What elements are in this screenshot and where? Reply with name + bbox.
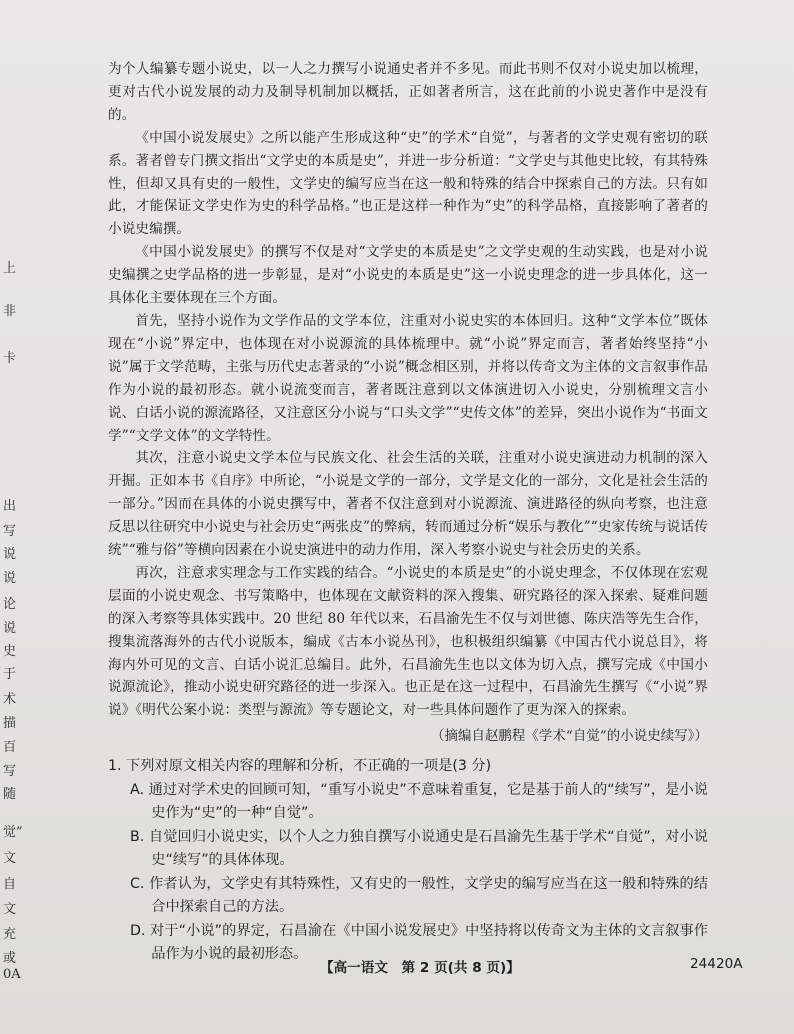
question-1 <box>108 755 708 967</box>
margin-char: 出 <box>3 499 17 514</box>
passage-paragraph-3: 《中国小说发展史》的撰写不仅是对“文学史的本质是史”之文学史观的生动实践，也是对小说史编撰之史学品格的进一步彰显，是对“小说史的本质是史”这一小说史理念的进一步具体化，这一具体化主要体现在三个方面。 <box>108 244 708 307</box>
margin-char: 上 <box>3 261 17 276</box>
margin-char: 于 <box>3 667 17 682</box>
margin-char: 文 <box>3 902 17 917</box>
passage-source: （摘编自赵鹏程《学术“自觉”的小说史续写》） <box>430 729 708 745</box>
reading-passage <box>108 58 708 749</box>
option-d: D. 对于“小说”的界定，石昌渝在《中国小说发展史》中坚持将以传奇文为主体的文言叙事作品作为小说的最初形态。 <box>130 922 708 962</box>
passage-paragraph-5: 其次，注意小说史文学本位与民族文化、社会生活的关联，注重对小说史演进动力机制的深入开掘。正如本书《自序》中所论，“小说是文学的一部分，文学是文化的一部分，文化是社会生活的一部分。”因而在具体的小说史撰写中，著者不仅注意到对小说源流、演进路径的纵向考察，也注意反思以往研究中小说史与社会历史“两张皮”的弊病，转而通过分析“娱乐与教化”“史家传统与说话传统”“雅与俗”等横向因素在小说史演进中的动力作用，深入考察小说史与社会历史的关系。 <box>108 450 708 559</box>
left-margin-binding-text <box>0 0 30 1034</box>
footer-exam-code: 24420A <box>690 956 743 972</box>
margin-char: 写 <box>3 764 17 779</box>
margin-char: 卡 <box>3 351 17 366</box>
margin-char: 说 <box>3 547 17 562</box>
page-footer <box>0 956 794 980</box>
margin-char: 描 <box>3 716 17 731</box>
question-stem: 1. 下列对原文相关内容的理解和分析，不正确的一项是(3 分) <box>108 758 492 774</box>
option-a: A. 通过对学术史的回顾可知，“重写小说史”不意味着重复，它是基于前人的“续写”，是小说史作为“史”的一种“自觉”。 <box>130 781 708 821</box>
passage-paragraph-1: 为个人编纂专题小说史，以一人之力撰写小说通史者并不多见。而此书则不仅对小说史加以梳理，更对古代小说发展的动力及制导机制加以概括，正如著者所言，这在此前的小说史著作中是没有的。 <box>108 61 708 123</box>
margin-char: 充 <box>3 927 17 942</box>
margin-char: 论 <box>3 597 17 612</box>
margin-char: 觉” <box>3 825 23 840</box>
margin-char: 随 <box>3 787 17 802</box>
margin-char: 史 <box>3 644 17 659</box>
passage-paragraph-2: 《中国小说发展史》之所以能产生形成这种“史”的学术“自觉”，与著者的文学史观有密切的联系。著者曾专门撰文指出“文学史的本质是史”，并进一步分析道：“文学史与其他史比较，有其特殊性，但却又具有史的一般性，文学史的编写应当在这一般和特殊的结合中探索自己的方法。只有如此，才能保证文学史作为史的科学品格。”也正是这样一种作为“史”的科学品格，直接影响了著者的小说史编撰。 <box>108 129 708 238</box>
passage-paragraph-6: 再次，注意求实理念与工作实践的结合。“小说史的本质是史”的小说史理念，不仅体现在宏观层面的小说史观念、书写策略中，也体现在文献资料的深入搜集、研究路径的深入探索、疑难问题的深入考察等具体实践中。20 世纪 80 年代以来，石昌渝先生不仅与刘世德、陈庆浩等先生合作，搜集流落海外的古代小说版本，编成《古本小说丛刊》，也积极组织编纂《中国古代小说总目》，将海内外可见的文言、白话小说汇总编目。此外，石昌渝先生也以文体为切入点，撰写完成《中国小说源流论》，推动小说史研究路径的进一步深入。也正是在这一过程中，石昌渝先生撰写《“小说”界说》《明代公案小说：类型与源流》等专题论文，对一些具体问题作了更为深入的探索。 <box>108 564 708 719</box>
margin-char: 自 <box>3 877 17 892</box>
margin-char: 非 <box>3 304 17 319</box>
margin-char: 说 <box>3 621 17 636</box>
passage-paragraph-4: 首先，坚持小说作为文学作品的文学本位，注重对小说史实的本体回归。这种“文学本位”既体现在“小说”界定中，也体现在对小说源流的具体梳理中。就“小说”界定而言，著者始终坚持“小说”属于文学范畴，主张与历代史志著录的“小说”概念相区别，并将以传奇文为主体的文言叙事作品作为小说的最初形态。就小说流变而言，著者既注意到以文体演进切入小说史，分别梳理文言小说、白话小说的源流路径，又注意区分小说与“口头文学”“史传文体”的差异，突出小说作为“书面文学”“文学文体”的文学特性。 <box>108 312 708 444</box>
footer-page-label: 【高一语文 第 2 页(共 8 页)】 <box>320 960 520 976</box>
margin-char: 术 <box>3 692 17 707</box>
option-c: C. 作者认为，文学史有其特殊性，又有史的一般性，文学史的编写应当在这一般和特殊的结合中探索自己的方法。 <box>130 875 708 915</box>
option-b: B. 自觉回归小说史实，以个人之力独自撰写小说通史是石昌渝先生基于学术“自觉”，对小说史“续写”的具体体现。 <box>130 828 708 868</box>
margin-char: 文 <box>3 851 17 866</box>
margin-char: 写 <box>3 524 17 539</box>
margin-char: 百 <box>3 740 17 755</box>
margin-char: 0A <box>3 967 21 982</box>
margin-char: 说 <box>3 571 17 586</box>
margin-char: 或 <box>3 951 17 966</box>
